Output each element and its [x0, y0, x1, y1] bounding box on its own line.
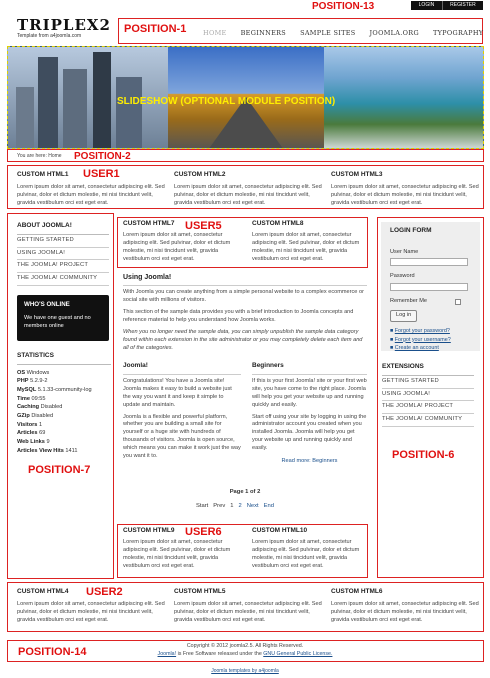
module-text: Lorem ipsum dolor sit amet, consectetur adipiscing elit. Sed pulvinar, dolor et dictum molestie, mi nisi tincidunt velit, gravida vestibulum orci est eget erat.: [331, 600, 479, 623]
footer-credit[interactable]: Joomla templates by a4joomla: [211, 668, 279, 674]
column-joomla-p1: Congratulations! You have a Joomla site! Joomla makes it easy to build a website just the way you want it and keep it simple to update and maintain.: [123, 377, 232, 408]
login-module: [381, 222, 480, 351]
footer-text: [150, 643, 340, 659]
module-title: CUSTOM HTML4: [17, 588, 69, 595]
extensions-item-joomla-project[interactable]: THE JOOMLA! PROJECT: [382, 401, 474, 414]
read-more-link[interactable]: Read more: Beginners: [281, 458, 338, 465]
article-p3: When you no longer need the sample data, you can simply unpublish the sample data category found within each extension in the site administrator or you may completely delete each item and all of the categories.: [123, 329, 363, 352]
module-title: CUSTOM HTML10: [252, 527, 308, 534]
module-text: Lorem ipsum dolor sit amet, consectetur adipiscing elit. Sed pulvinar, dolor et dictum molestie, mi nisi tincidunt velit, gravida vestibulum orci est eget erat.: [174, 183, 322, 206]
user1-label: USER1: [83, 168, 120, 180]
column-joomla-p2: Joomla is a flexible and powerful platform, whether you are building a small site for yourself or a huge site with hundreds of thousands of visitors. Joomla is open source, which means you can make it work just the way you want it to.: [123, 413, 241, 460]
extensions-item-using-joomla[interactable]: USING JOOMLA!: [382, 389, 474, 402]
module-text: Lorem ipsum dolor sit amet, consectetur adipiscing elit. Sed pulvinar, dolor et dictum molestie, mi nisi tincidunt velit, gravida vestibulum orci est eget erat.: [17, 600, 165, 623]
password-input[interactable]: [390, 283, 468, 291]
about-item-getting-started[interactable]: GETTING STARTED: [17, 235, 109, 248]
article-p1: With Joomla you can create anything from a simple personal website to a complex ecommerce or social site with millions of visitors.: [123, 289, 364, 304]
column-joomla: [123, 362, 241, 461]
custom-html2: [174, 171, 324, 208]
license-line: Joomla! is Free Software released under the GNU General Public License.: [157, 650, 333, 657]
about-module: [17, 222, 109, 286]
position-14-label: POSITION-14: [18, 646, 87, 658]
remember-checkbox[interactable]: [455, 299, 461, 305]
article-title[interactable]: Using Joomla!: [123, 274, 172, 281]
user6-label: USER6: [185, 526, 222, 538]
module-title: CUSTOM HTML3: [331, 171, 383, 178]
stat-row: Visitors 1: [17, 421, 43, 428]
position-6-label: POSITION-6: [392, 449, 455, 461]
login-links: [390, 327, 471, 353]
remember-label: Remember Me: [390, 297, 427, 304]
custom-html7: [123, 220, 241, 264]
stat-row: Caching Disabled: [17, 404, 63, 411]
username-input[interactable]: [390, 258, 468, 266]
user2-label: USER2: [86, 586, 123, 598]
module-text: Lorem ipsum dolor sit amet, consectetur adipiscing elit. Sed pulvinar, dolor et dictum molestie, mi nisi tincidunt velit, gravida vestibulum orci est eget erat.: [123, 231, 231, 262]
pagination: [123, 489, 367, 511]
pagination-start[interactable]: Start: [196, 502, 209, 509]
module-text: Lorem ipsum dolor sit amet, consectetur adipiscing elit. Sed pulvinar, dolor et dictum molestie, mi nisi tincidunt velit, gravida vestibulum orci est eget erat.: [174, 600, 322, 623]
username-label: User Name: [390, 248, 419, 255]
create-account-link[interactable]: ■ Create an account: [390, 345, 439, 352]
login-title: LOGIN FORM: [390, 227, 432, 234]
custom-html1: [17, 171, 167, 208]
column-beginners-title: Beginners: [252, 362, 284, 369]
custom-html5: [174, 588, 324, 625]
statistics-list: [17, 369, 111, 456]
position-13-label: POSITION-13: [312, 1, 375, 12]
menu-item-typography[interactable]: TYPOGRAPHY: [432, 29, 484, 37]
module-title: CUSTOM HTML7: [123, 220, 175, 227]
module-text: Lorem ipsum dolor sit amet, consectetur adipiscing elit. Sed pulvinar, dolor et dictum molestie, mi nisi tincidunt velit, gravida vestibulum orci est eget erat.: [252, 231, 360, 262]
menu-item-joomla-org[interactable]: JOOMLA.ORG: [369, 29, 419, 37]
stat-row: GZip Disabled: [17, 413, 54, 420]
forgot-username-link[interactable]: ■ Forgot your username?: [390, 336, 451, 343]
custom-html8: [252, 220, 364, 264]
whos-online-module: [17, 295, 109, 341]
breadcrumb: [17, 153, 62, 160]
about-item-using-joomla[interactable]: USING JOOMLA!: [17, 248, 109, 261]
module-title: CUSTOM HTML1: [17, 171, 69, 178]
extensions-module: [382, 363, 474, 427]
copyright: Copyright © 2012 joomla2.5. All Rights Reserved.: [186, 643, 304, 649]
pagination-page-2[interactable]: 2: [238, 502, 242, 509]
stat-row: Time 09:55: [17, 395, 46, 402]
stat-row: Articles 69: [17, 430, 46, 437]
module-title: CUSTOM HTML8: [252, 220, 304, 227]
extensions-item-getting-started[interactable]: GETTING STARTED: [382, 376, 474, 389]
custom-html10: [252, 527, 364, 571]
breadcrumb-text: You are here:: [17, 153, 47, 159]
position-7-label: POSITION-7: [28, 464, 91, 476]
logo-title: TRIPLEX2: [17, 16, 111, 34]
extensions-title: EXTENSIONS: [382, 363, 474, 376]
forgot-password-link[interactable]: ■ Forgot your password?: [390, 327, 450, 334]
column-beginners-p2: Start off using your site by logging in using the administrator account you created when you installed Joomla. Joomla will help you get your website up and running quickly and easily.: [252, 413, 367, 452]
main-article: [123, 273, 367, 353]
article-p2: This section of the sample data provides you with a brief introduction to Joomla concepts and reference material to help you understand how Joomla works.: [123, 309, 354, 324]
about-item-joomla-community[interactable]: THE JOOMLA! COMMUNITY: [17, 273, 109, 286]
password-label: Password: [390, 273, 415, 280]
menu-item-beginners[interactable]: BEGINNERS: [240, 29, 287, 37]
pagination-page-1: 1: [230, 502, 234, 509]
custom-html3: [331, 171, 479, 208]
module-text: Lorem ipsum dolor sit amet, consectetur adipiscing elit. Sed pulvinar, dolor et dictum molestie, mi nisi tincidunt velit, gravida vestibulum orci est eget erat.: [252, 538, 360, 569]
module-text: Lorem ipsum dolor sit amet, consectetur adipiscing elit. Sed pulvinar, dolor et dictum molestie, mi nisi tincidunt velit, gravida vestibulum orci est eget erat.: [17, 183, 165, 206]
menu-item-sample-sites[interactable]: SAMPLE SITES: [300, 29, 356, 37]
pagination-info: Page 1 of 2: [229, 489, 261, 495]
extensions-item-joomla-community[interactable]: THE JOOMLA! COMMUNITY: [382, 414, 474, 427]
login-button[interactable]: LOGIN: [411, 1, 443, 10]
stat-row: MySQL 5.1.33-community-log: [17, 387, 92, 394]
column-beginners: [252, 362, 367, 466]
module-text: Lorem ipsum dolor sit amet, consectetur adipiscing elit. Sed pulvinar, dolor et dictum molestie, mi nisi tincidunt velit, gravida vestibulum orci est eget erat.: [331, 183, 479, 206]
stat-row: Web Links 9: [17, 439, 50, 446]
slide-coast: [324, 47, 484, 149]
module-title: CUSTOM HTML6: [331, 588, 383, 595]
column-beginners-p1: If this is your first Joomla! site or your first web site, you have come to the right place. Joomla will help you get your website up and running quickly and easily.: [252, 377, 367, 408]
logo[interactable]: [17, 17, 111, 40]
position-2-label: POSITION-2: [74, 151, 131, 162]
joomla-link[interactable]: Joomla!: [157, 650, 177, 657]
logo-tagline: Template from a4joomla.com: [17, 33, 82, 39]
whos-online-title: WHO'S ONLINE: [24, 301, 70, 308]
pagination-links: [123, 503, 367, 511]
whos-online-text: We have one guest and no members online: [24, 315, 91, 330]
stat-row: PHP 5.2.9-2: [17, 378, 48, 385]
register-button[interactable]: REGISTER: [450, 2, 476, 8]
top-buttons: [411, 1, 483, 10]
stat-row: Articles View Hits 1411: [17, 447, 78, 454]
statistics-module: [17, 352, 111, 455]
about-item-joomla-project[interactable]: THE JOOMLA! PROJECT: [17, 260, 109, 273]
custom-html4: [17, 588, 167, 625]
position-1-label: POSITION-1: [124, 23, 187, 35]
pagination-next[interactable]: Next: [246, 502, 259, 509]
about-title: ABOUT JOOMLA!: [17, 222, 109, 235]
custom-html9: [123, 527, 241, 571]
statistics-title: STATISTICS: [17, 352, 111, 365]
module-title: CUSTOM HTML2: [174, 171, 226, 178]
column-joomla-title: Joomla!: [123, 362, 148, 369]
module-title: CUSTOM HTML9: [123, 527, 175, 534]
pagination-prev[interactable]: Prev: [213, 502, 226, 509]
remember-row: [390, 298, 471, 306]
breadcrumb-home[interactable]: Home: [48, 153, 62, 159]
module-title: CUSTOM HTML5: [174, 588, 226, 595]
module-text: Lorem ipsum dolor sit amet, consectetur adipiscing elit. Sed pulvinar, dolor et dictum molestie, mi nisi tincidunt velit, gravida vestibulum orci est eget erat.: [123, 538, 231, 569]
pagination-end[interactable]: End: [263, 502, 274, 509]
gpl-link[interactable]: GNU General Public License.: [263, 650, 333, 657]
stat-row: OS Windows: [17, 369, 50, 376]
main-menu: [203, 29, 483, 38]
slideshow-label: SLIDESHOW (OPTIONAL MODULE POSITION): [117, 96, 336, 107]
custom-html6: [331, 588, 479, 625]
menu-item-home[interactable]: HOME: [203, 29, 227, 37]
user5-label: USER5: [185, 220, 222, 232]
login-button[interactable]: Log in: [390, 310, 417, 322]
